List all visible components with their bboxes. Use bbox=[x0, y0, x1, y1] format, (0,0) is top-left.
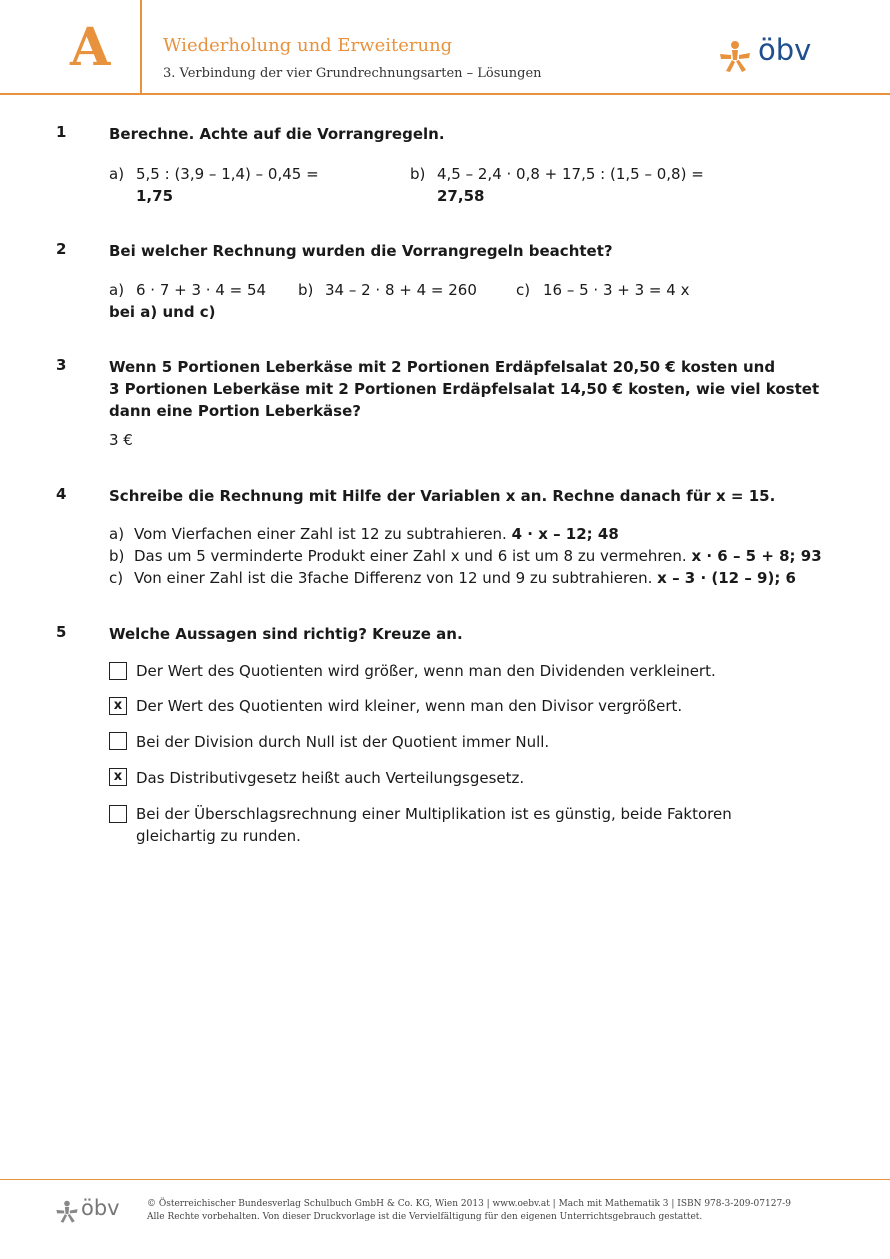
task-item-expression: 5,5 : (3,9 – 1,4) – 0,45 = bbox=[136, 165, 319, 183]
footer-copyright: © Österreichischer Bundesverlag Schulbuch GmbH & Co. KG, Wien 2013 | www.oebv.at | Mach mit Mathematik 3 | ISBN 978-3-209-07127-9 bbox=[147, 1199, 791, 1209]
chapter-letter: A bbox=[70, 17, 111, 78]
task-item-text: Vom Vierfachen einer Zahl ist 12 zu subtrahieren. bbox=[134, 525, 507, 543]
statement-text: Bei der Überschlagsrechnung einer Multiplikation ist es günstig, beide Faktoren gleichartig zu runden. bbox=[136, 805, 732, 845]
task-answer: bei a) und c) bbox=[109, 303, 216, 321]
task-number: 3 bbox=[56, 356, 67, 374]
task-item-row bbox=[134, 545, 822, 567]
statement-text: Der Wert des Quotienten wird größer, wenn man den Dividenden verkleinert. bbox=[136, 662, 716, 680]
logo-text: öbv bbox=[758, 33, 812, 67]
task-item-row bbox=[134, 523, 619, 545]
task-title-line: dann eine Portion Leberkäse? bbox=[109, 402, 361, 420]
task-item-label: b) bbox=[298, 281, 314, 299]
obv-star-icon bbox=[718, 40, 752, 74]
statement-checkbox[interactable] bbox=[109, 662, 127, 680]
footer-logo bbox=[55, 1196, 135, 1226]
task-number: 5 bbox=[56, 623, 67, 641]
task-item-label: c) bbox=[516, 281, 531, 299]
task-title: Berechne. Achte auf die Vorrangregeln. bbox=[109, 125, 445, 143]
task-item-label: a) bbox=[109, 525, 125, 543]
task-item-expression: 4,5 – 2,4 · 0,8 + 17,5 : (1,5 – 0,8) = bbox=[437, 165, 704, 183]
task-item-row bbox=[134, 567, 796, 589]
task-item-label: a) bbox=[109, 281, 125, 299]
task-title-line: Wenn 5 Portionen Leberkäse mit 2 Portionen Erdäpfelsalat 20,50 € kosten und bbox=[109, 358, 776, 376]
task-item-expression: 6 · 7 + 3 · 4 = 54 bbox=[136, 281, 267, 299]
task-item-answer: 27,58 bbox=[437, 187, 485, 205]
statement-text: Der Wert des Quotienten wird kleiner, wenn man den Divisor vergrößert. bbox=[136, 697, 683, 715]
task-item-text: Von einer Zahl ist die 3fache Differenz von 12 und 9 zu subtrahieren. bbox=[134, 569, 653, 587]
statement-text: Bei der Division durch Null ist der Quotient immer Null. bbox=[136, 733, 550, 751]
task-title: Welche Aussagen sind richtig? Kreuze an. bbox=[109, 625, 463, 643]
task-item-expression: 16 – 5 · 3 + 3 = 4 x bbox=[543, 281, 690, 299]
statement-checkbox[interactable]: x bbox=[109, 768, 127, 786]
task-answer: 3 € bbox=[109, 431, 133, 449]
page-title: Wiederholung und Erweiterung bbox=[163, 35, 453, 56]
task-item-label: a) bbox=[109, 165, 125, 183]
statement-checkbox[interactable] bbox=[109, 805, 127, 823]
task-title: Schreibe die Rechnung mit Hilfe der Variablen x an. Rechne danach für x = 15. bbox=[109, 487, 776, 505]
task-item-label: b) bbox=[109, 547, 125, 565]
obv-logo bbox=[718, 33, 828, 76]
header-rule bbox=[0, 93, 890, 95]
task-item-answer: x · 6 – 5 + 8; 93 bbox=[691, 547, 822, 565]
obv-star-icon bbox=[55, 1200, 79, 1224]
footer-logo-text: öbv bbox=[81, 1196, 120, 1220]
task-item-text: Das um 5 verminderte Produkt einer Zahl x und 6 ist um 8 zu vermehren. bbox=[134, 547, 687, 565]
task-number: 4 bbox=[56, 485, 67, 503]
statement-checkbox[interactable] bbox=[109, 732, 127, 750]
task-number: 1 bbox=[56, 123, 67, 141]
header-divider bbox=[140, 0, 142, 95]
task-item-label: c) bbox=[109, 569, 124, 587]
footer-rights: Alle Rechte vorbehalten. Von dieser Druckvorlage ist die Vervielfältigung für den eigenen Unterrichtsgebrauch gestattet. bbox=[147, 1212, 703, 1222]
task-item-label: b) bbox=[410, 165, 426, 183]
task-title: Bei welcher Rechnung wurden die Vorrangregeln beachtet? bbox=[109, 242, 613, 260]
task-item-answer: x – 3 · (12 – 9); 6 bbox=[657, 569, 796, 587]
page-header bbox=[0, 0, 890, 95]
task-item-answer: 1,75 bbox=[136, 187, 174, 205]
statement-text: Das Distributivgesetz heißt auch Verteilungsgesetz. bbox=[136, 769, 525, 787]
task-number: 2 bbox=[56, 240, 67, 258]
task-item-answer: 4 · x – 12; 48 bbox=[511, 525, 619, 543]
statement-checkbox[interactable]: x bbox=[109, 697, 127, 715]
footer-rule bbox=[0, 1179, 890, 1180]
task-item-expression: 34 – 2 · 8 + 4 = 260 bbox=[325, 281, 477, 299]
task-title-line: 3 Portionen Leberkäse mit 2 Portionen Erdäpfelsalat 14,50 € kosten, wie viel kostet bbox=[109, 380, 820, 398]
page-subtitle: 3. Verbindung der vier Grundrechnungsarten – Lösungen bbox=[163, 66, 542, 81]
